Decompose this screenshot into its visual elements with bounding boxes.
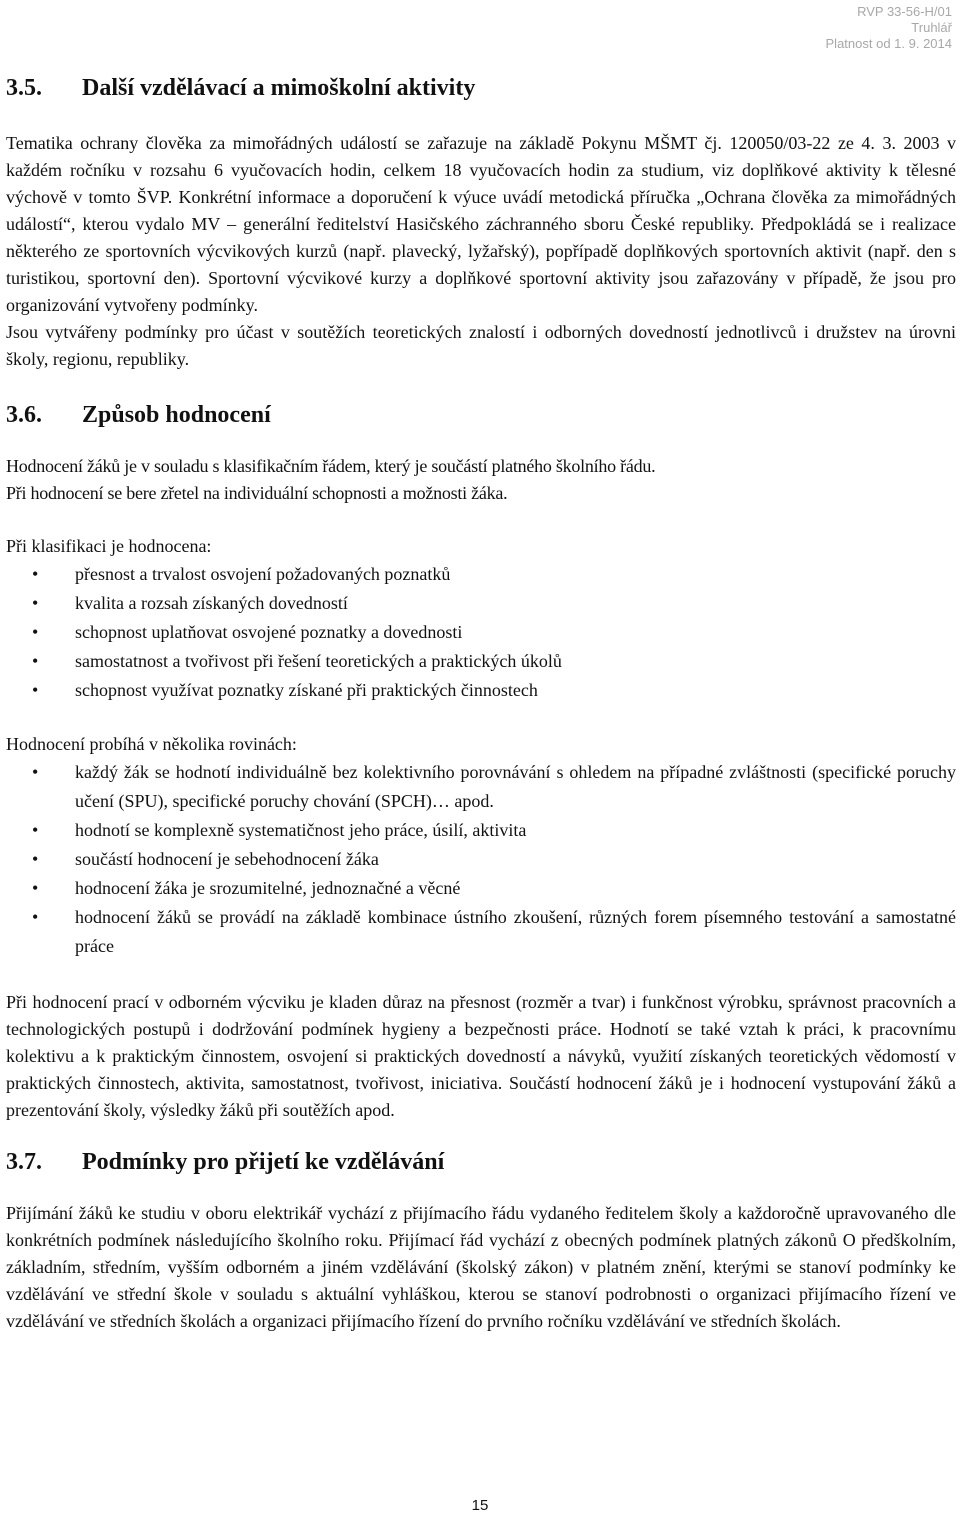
practical-training-paragraph: Při hodnocení prací v odborném výcviku je kladen důraz na přesnost (rozměr a tvar) i funkčnost výrobku, správnost pracovních a technologických postupů i dodržování podmínek hygieny a bezpečnosti práce. Hodnotí se také vztah k práci, k pracovnímu kolektivu a k praktickým činnostem, osvojení si praktických dovedností a návyků, využití získaných teoretických vědomostí v praktických činnostech, aktivita, samostatnost, tvořivost, iniciativa. Součástí hodnocení žáků je i hodnocení vystupování žáků a prezentování školy, výsledky žáků při soutěžích apod. xyxy=(6,992,956,1120)
section-number: 3.5. xyxy=(6,75,42,101)
list-item: • kvalita a rozsah získaných dovedností xyxy=(6,589,956,618)
activities-paragraph: Tematika ochrany člověka za mimořádných událostí se zařazuje na základě Pokynu MŠMT čj. 120050/03-22 ze 4. 3. 2003 v každém ročníku v rozsahu 6 vyučovacích hodin, celkem 18 vyučovacích hodin za studium, viz doplňkové aktivity k tělesné výchově v tomto ŠVP. Konkrétní informace a doporučení k výuce uvádí metodická příručka „Ochrana člověka za mimořádných událostí“, kterou vydalo MV – generální ředitelství Hasičského záchranného sboru České republiky. Předpokládá se i realizace některého ze sportovních výcvikových kurzů (např. plavecký, lyžařský), popřípadě doplňkových sportovních aktivit (např. den s turistikou, sportovní den). Sportovní výcvikové kurzy a doplňkové sportovní aktivity jsou zařazovány v případě, že jsou pro organizování vytvořeny podmínky. xyxy=(6,133,956,315)
section-3-6-heading xyxy=(6,401,956,429)
page-number: 15 xyxy=(471,1497,489,1514)
section-title: Další vzdělávací a mimoškolní aktivity xyxy=(82,75,476,101)
section-number: 3.7. xyxy=(6,1149,42,1175)
evaluation-intro-1: Hodnocení žáků je v souladu s klasifikačním řádem, který je součástí platného školního řádu. xyxy=(6,456,656,476)
header-code: RVP 33-56-H/01 xyxy=(857,4,952,19)
admission-paragraph: Přijímání žáků ke studiu v oboru elektrikář vychází z přijímacího řádu vydaného ředitelem školy a každoročně upravovaného dle konkrétních podmínek následujícího školního roku. Přijímací řád vychází z obecných podmínek platných zákonů O předškolním, základním, středním, vyšším odborném a jiném vzdělávání (školský zákon) v platném znění, kterými se stanoví podmínky ke vzdělávání ve střední škole v souladu s aktuální vyhláškou, kterou se stanoví podrobnosti o organizaci přijímacího řízení ve vzdělávání ve středních školách a organizaci přijímacího řízení do prvního ročníku vzdělávání ve středních školách. xyxy=(6,1203,956,1331)
page-header xyxy=(826,4,952,52)
section-title: Podmínky pro přijetí ke vzdělávání xyxy=(82,1149,445,1175)
classification-list xyxy=(6,560,956,705)
list-item: • hodnocení žáků se provádí na základě kombinace ústního zkoušení, různých forem písemného testování a samostatné práce xyxy=(6,903,956,961)
levels-list-title: Hodnocení probíhá v několika rovinách: xyxy=(6,734,297,754)
list-item: • přesnost a trvalost osvojení požadovaných poznatků xyxy=(6,560,956,589)
section-3-7-heading xyxy=(6,1148,956,1176)
list-item: • hodnocení žáka je srozumitelné, jednoznačné a věcné xyxy=(6,874,956,903)
evaluation-intro-2: Při hodnocení se bere zřetel na individuální schopnosti a možnosti žáka. xyxy=(6,483,508,503)
levels-list xyxy=(6,758,956,961)
list-item: • schopnost využívat poznatky získané při praktických činnostech xyxy=(6,676,956,705)
list-item: • samostatnost a tvořivost při řešení teoretických a praktických úkolů xyxy=(6,647,956,676)
classification-list-title: Při klasifikaci je hodnocena: xyxy=(6,536,212,556)
list-item: • součástí hodnocení je sebehodnocení žáka xyxy=(6,845,956,874)
page-content xyxy=(6,74,956,1335)
header-validity: Platnost od 1. 9. 2014 xyxy=(825,36,952,51)
section-3-5-heading xyxy=(6,74,956,102)
section-number: 3.6. xyxy=(6,402,42,428)
list-item: • schopnost uplatňovat osvojené poznatky a dovednosti xyxy=(6,618,956,647)
header-field: Truhlář xyxy=(911,20,952,35)
section-title: Způsob hodnocení xyxy=(82,402,271,428)
list-item: • hodnotí se komplexně systematičnost jeho práce, úsilí, aktivita xyxy=(6,816,956,845)
list-item: • každý žák se hodnotí individuálně bez kolektivního porovnávání s ohledem na případné zvláštnosti (specifické poruchy učení (SPU), specifické poruchy chování (SPCH)… apod. xyxy=(6,758,956,816)
competitions-paragraph: Jsou vytvářeny podmínky pro účast v soutěžích teoretických znalostí i odborných dovedností jednotlivců i družstev na úrovni školy, regionu, republiky. xyxy=(6,322,956,369)
